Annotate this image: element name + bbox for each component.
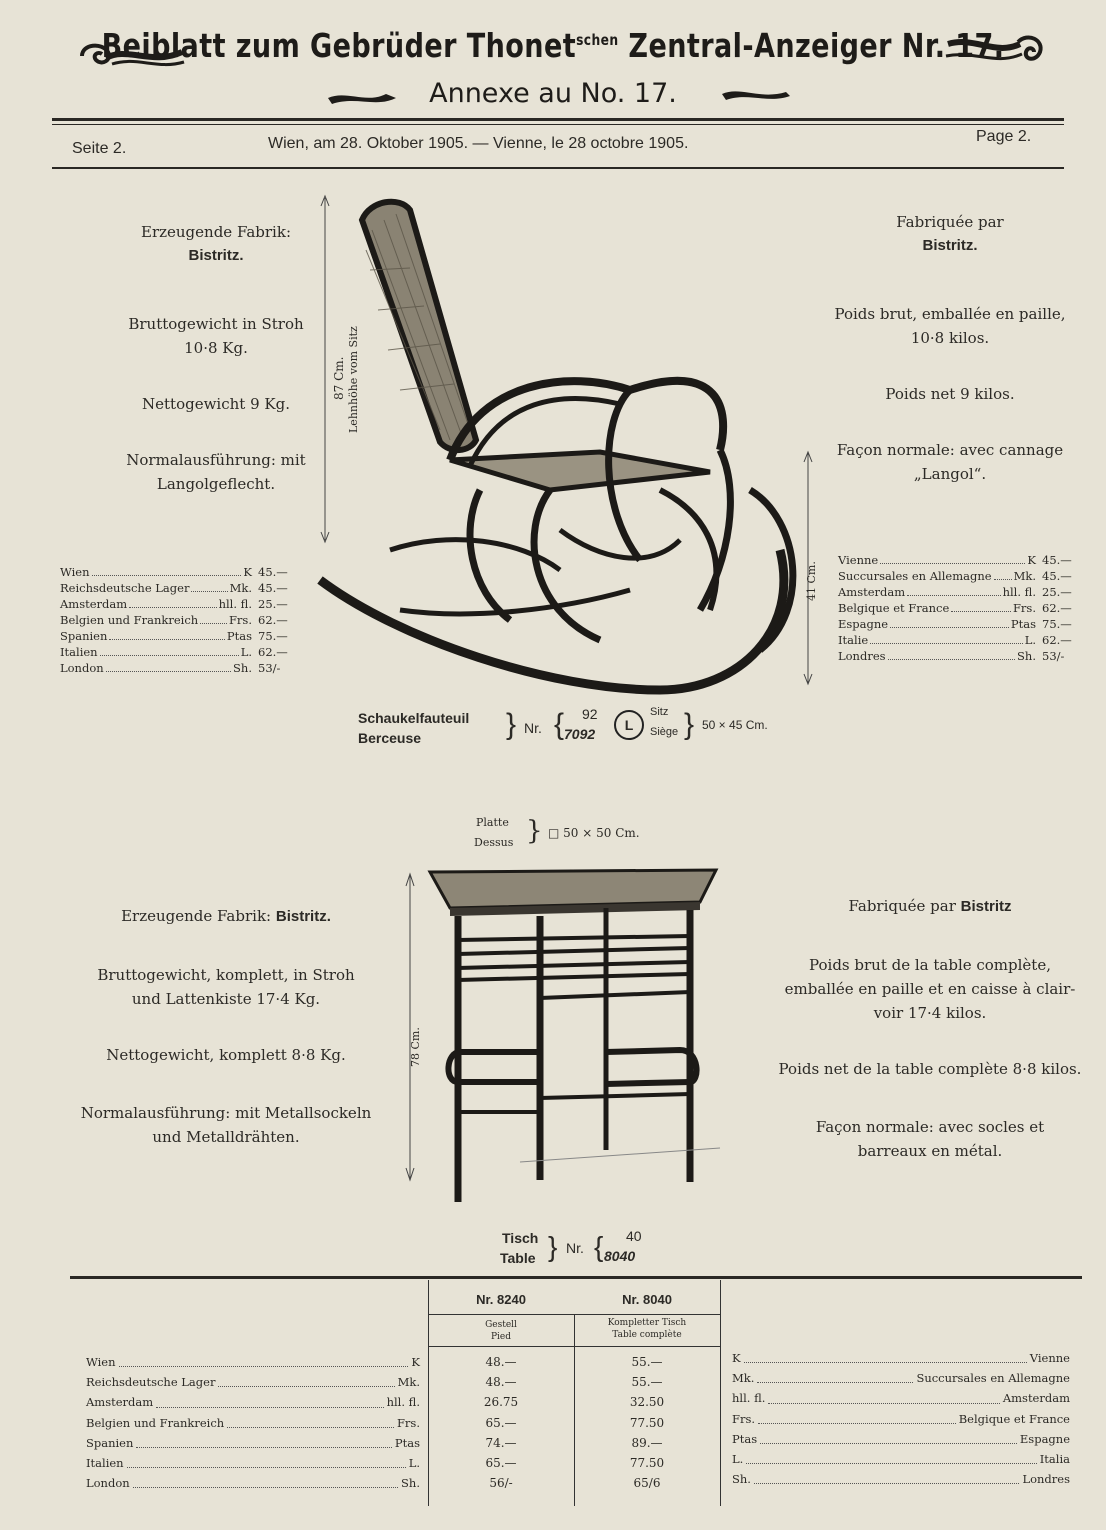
nr-label: Nr. [524,720,542,736]
table-row [732,1449,1070,1469]
normal-finish-line1: Façon normale: avec cannage [836,441,1064,459]
row-value-8040: 65/6 [633,1476,661,1491]
price-place: Belgien und Frankreich [60,613,199,627]
rocker-prices-de [60,564,292,676]
row-place-fr: Vienne [1029,1351,1070,1365]
price-unit: Sh. [233,661,252,675]
row-value-8240: 26.75 [483,1395,519,1410]
table-dim-label [409,1017,425,1067]
price-value: 62.— [1042,601,1072,615]
row-place-fr: Espagne [1019,1431,1070,1446]
row-value-8040: 77.50 [629,1456,665,1471]
row-unit-fr: Frs. [732,1411,756,1426]
price-row [838,568,1076,584]
table-info-fr [760,894,1100,1163]
normal-finish-line2: „Langol“. [913,465,987,483]
row-place-fr: Amsterdam [1002,1391,1070,1406]
row-place-de: Wien [86,1355,116,1369]
rocker-caption [358,704,818,748]
dot-leader [880,552,1025,564]
factory-name: Bistritz [960,898,1012,915]
price-place: Italien [60,645,98,659]
table-dim-value: 78 Cm. [409,1027,422,1067]
col1-header: Nr. 8240 [476,1292,526,1307]
table-row [732,1348,1070,1368]
table-top-spec [474,814,714,854]
rocking-chair-illustration [300,190,820,700]
net-weight: Nettogewicht, komplett 8·8 Kg. [106,1046,346,1064]
price-unit: Frs. [228,613,252,627]
dot-leader [951,600,1011,612]
dot-leader [109,628,224,640]
dot-leader [129,596,216,608]
normal-finish-line1: Façon normale: avec socles et [815,1118,1045,1136]
table-row [86,1413,420,1433]
price-unit: Ptas [226,629,252,643]
row-value-8240: 48.— [485,1355,517,1369]
brace-icon: { [594,1231,604,1262]
normal-finish-line2: Langolgeflecht. [156,475,276,493]
price-unit: Mk. [1013,569,1036,583]
dot-leader [746,1449,1036,1464]
normal-finish-line1: Normalausführung: mit [126,451,306,469]
normal-finish-line2: und Metalldrähten. [152,1128,300,1146]
row-value-8040: 77.50 [629,1415,665,1430]
price-row [838,552,1076,568]
dot-leader [227,1413,394,1428]
price-place: Espagne [838,617,889,631]
price-place: London [60,661,104,675]
price-row [60,612,292,628]
page-subtitle: Annexe au No. 17. [429,78,677,109]
price-place: Italie [838,633,869,647]
row-place-de: Amsterdam [86,1395,154,1410]
dot-leader [92,564,242,576]
row-value-8040: 55.— [631,1375,663,1390]
dot-leader [191,580,227,592]
price-unit: L. [1024,633,1036,647]
gross-weight-line1: Poids brut de la table complète, [809,956,1051,974]
brace-icon: } [526,816,543,846]
price-place: Reichsdeutsche Lager [60,581,190,595]
nr-top: 92 [582,706,598,722]
col2-sub1: Kompletter Tisch [607,1318,687,1328]
row-place-de: London [86,1476,130,1491]
price-value: 45.— [1042,569,1072,583]
dot-leader [757,1368,913,1383]
seat-label-de: Sitz [650,706,669,718]
price-value: 53/- [1042,649,1065,663]
nr-top: 40 [626,1228,642,1244]
dot-leader [760,1429,1017,1444]
brace-icon: { [554,708,565,741]
table-row [86,1473,420,1493]
price-unit: K [1027,553,1036,567]
row-place-de: Spanien [86,1435,134,1450]
col1-sub2: Pied [490,1332,512,1342]
row-value-8240: 65.— [485,1456,517,1471]
price-place: Wien [60,565,90,579]
net-weight: Nettogewicht 9 Kg. [142,395,290,413]
rocker-prices-fr [838,552,1076,664]
price-place: Belgique et France [838,601,950,615]
price-value: 75.— [1042,617,1072,631]
factory-line [760,894,1100,919]
price-place: Amsterdam [60,597,128,611]
price-row [60,628,292,644]
dim-seat-label [805,551,821,601]
table-row [86,1453,420,1473]
dot-leader [136,1433,391,1448]
price-place: Vienne [838,553,879,567]
factory-name: Bistritz. [188,247,244,264]
table-row [732,1368,1070,1388]
row-unit-fr: Mk. [732,1371,755,1386]
price-unit: hll. fl. [218,597,252,611]
row-unit-de: Frs. [396,1415,420,1430]
price-place: Amsterdam [838,585,906,599]
gross-weight-line1: Poids brut, emballée en paille, [834,305,1066,323]
row-unit-de: Ptas [394,1435,420,1450]
rocker-name-fr: Berceuse [358,730,422,746]
dot-leader [888,648,1016,660]
net-weight: Poids net 9 kilos. [885,385,1015,403]
price-table [70,1280,1082,1506]
dot-leader [106,660,231,672]
price-unit: Sh. [1017,649,1036,663]
price-value: 75.— [258,629,288,643]
gross-weight-line2: und Lattenkiste 17·4 Kg. [131,990,321,1008]
dot-leader [870,632,1023,644]
table-name-fr: Table [500,1250,536,1266]
header-sep [428,1314,720,1315]
dim-seat-value: 41 Cm. [805,561,818,601]
price-place: Spanien [60,629,108,643]
price-row [838,632,1076,648]
ornament-small-right-icon [720,84,792,106]
price-value: 25.— [1042,585,1072,599]
row-place-fr: Belgique et France [958,1411,1070,1426]
normal-finish-line2: barreaux en métal. [857,1142,1003,1160]
brace-icon: } [684,708,695,741]
price-value: 45.— [1042,553,1072,567]
row-place-de: Reichsdeutsche Lager [86,1375,216,1390]
row-place-de: Belgien und Frankreich [86,1415,225,1430]
row-unit-fr: hll. fl. [732,1391,766,1406]
row-unit-fr: Ptas [732,1431,758,1446]
price-value: 53/- [258,661,281,675]
row-unit-de: hll. fl. [386,1395,420,1410]
top-label-de: Platte [476,816,509,829]
factory-label: Erzeugende Fabrik: [121,907,272,925]
factory-name: Bistritz. [922,237,978,254]
price-unit: Mk. [229,581,252,595]
gross-weight-line2: emballée en paille et en caisse à clair- [784,980,1076,998]
table-caption [500,1226,700,1270]
factory-label: Fabriquée par [896,213,1004,231]
seat-size: 50 × 45 Cm. [702,718,768,732]
seat-label-fr: Siège [650,726,679,738]
dateline-right: Page 2. [976,128,1032,145]
price-table-places-de [86,1352,420,1493]
price-value: 45.— [258,565,288,579]
price-value: 25.— [258,597,288,611]
price-unit: Ptas [1010,617,1036,631]
dot-leader [119,1352,409,1367]
price-value: 45.— [258,581,288,595]
top-label-fr: Dessus [474,836,514,849]
nr-bottom: 8040 [604,1248,636,1264]
price-row [60,564,292,580]
row-value-8040: 55.— [631,1355,663,1369]
factory-name: Bistritz. [275,908,331,925]
price-row [838,616,1076,632]
gross-weight-line2: 10·8 kilos. [910,329,990,347]
title-superscript: schen [576,31,619,49]
l-badge-icon: L [614,710,644,740]
dateline-center: Wien, am 28. Oktober 1905. — Vienne, le 28 octobre 1905. [268,135,689,152]
price-row [60,660,292,676]
dot-leader [133,1473,398,1488]
dot-leader [200,612,227,624]
rule-price-table [70,1276,1082,1279]
title-rest: Zentral-Anzeiger Nr. 17. [628,26,1005,65]
gross-weight-line3: voir 17·4 kilos. [873,1004,987,1022]
price-row [60,644,292,660]
row-place-fr: Succursales en Allemagne [916,1371,1070,1386]
table-row [86,1352,420,1372]
dot-leader [754,1469,1020,1484]
factory-label: Fabriquée par [848,897,956,915]
price-unit: hll. fl. [1002,585,1036,599]
dot-leader [100,644,239,656]
col1-sub1: Gestell [485,1320,517,1330]
brace-icon: } [506,708,517,741]
price-value: 62.— [1042,633,1072,647]
price-row [838,648,1076,664]
nr-label: Nr. [566,1240,584,1256]
net-weight: Poids net de la table complète 8·8 kilos. [778,1060,1082,1078]
row-value-8040: 32.50 [629,1395,665,1410]
dot-leader [907,584,1000,596]
row-unit-fr: Sh. [732,1472,751,1487]
col2-sub2: Table complète [612,1330,682,1340]
dot-leader [994,568,1012,580]
table-row [732,1409,1070,1429]
nr-bottom: 7092 [564,726,596,742]
title-main: Beiblatt zum Gebrüder Thonet [101,26,577,65]
table-illustration [400,862,730,1222]
row-value-8240: 65.— [485,1415,517,1430]
table-row [732,1429,1070,1449]
normal-finish-line1: Normalausführung: mit Metallsockeln [80,1104,372,1122]
row-unit-de: Mk. [397,1375,420,1390]
row-unit-fr: L. [732,1452,744,1467]
row-place-fr: Italia [1039,1452,1070,1467]
rule-top [52,118,1064,121]
price-table-col1 [428,1352,574,1493]
ornament-right-icon [940,30,1050,74]
row-place-de: Italien [86,1456,124,1471]
page-title [100,26,1007,65]
row-unit-de: K [411,1355,420,1369]
table-row [86,1433,420,1453]
dot-leader [768,1388,999,1403]
table-row [732,1388,1070,1408]
price-unit: K [243,565,252,579]
price-table-places-fr [732,1348,1070,1489]
dot-leader [156,1392,383,1407]
price-row [838,600,1076,616]
table-row [732,1469,1070,1489]
row-value-8240: 56/- [489,1476,513,1491]
row-place-fr: Londres [1022,1472,1070,1487]
dot-leader [744,1348,1027,1363]
top-size: □ 50 × 50 Cm. [548,826,640,840]
rule-top-thin [52,124,1064,125]
price-row [60,580,292,596]
gross-weight-line1: Bruttogewicht in Stroh [128,315,304,333]
price-value: 62.— [258,613,288,627]
col2-header: Nr. 8040 [622,1292,672,1307]
row-value-8240: 74.— [485,1435,517,1450]
price-value: 62.— [258,645,288,659]
dot-leader [758,1409,956,1424]
col-sep [720,1280,721,1506]
dot-leader [890,616,1009,628]
factory-label: Erzeugende Fabrik: [141,223,291,241]
price-place: Londres [838,649,886,663]
price-unit: Frs. [1012,601,1036,615]
dim-height-value: 87 Cm. [332,356,346,400]
price-row [60,596,292,612]
price-table-col2 [574,1352,720,1493]
table-info-de [56,904,396,1149]
row-value-8040: 89.— [631,1435,663,1450]
rule-under-dateline [52,167,1064,169]
rocker-info-fr [800,210,1100,486]
dot-leader [127,1453,406,1468]
dim-height-desc [347,303,363,433]
dateline-left: Seite 2. [72,140,127,157]
brace-icon: } [548,1231,558,1262]
table-row [86,1372,420,1392]
gross-weight-line2: 10·8 Kg. [184,339,248,357]
row-value-8240: 48.— [485,1375,517,1390]
row-unit-de: L. [408,1456,420,1471]
dot-leader [218,1372,394,1387]
price-unit: L. [240,645,252,659]
dim-height-desc-text: Lehnhöhe vom Sitz [347,326,360,433]
price-row [838,584,1076,600]
table-name-de: Tisch [502,1230,539,1246]
header-sep2 [428,1346,720,1347]
gross-weight-line1: Bruttogewicht, komplett, in Stroh [97,966,355,984]
rocker-name-de: Schaukelfauteuil [358,710,470,726]
price-place: Succursales en Allemagne [838,569,992,583]
row-unit-fr: K [732,1351,741,1365]
row-unit-de: Sh. [401,1476,420,1491]
table-row [86,1392,420,1412]
factory-line [56,904,396,929]
